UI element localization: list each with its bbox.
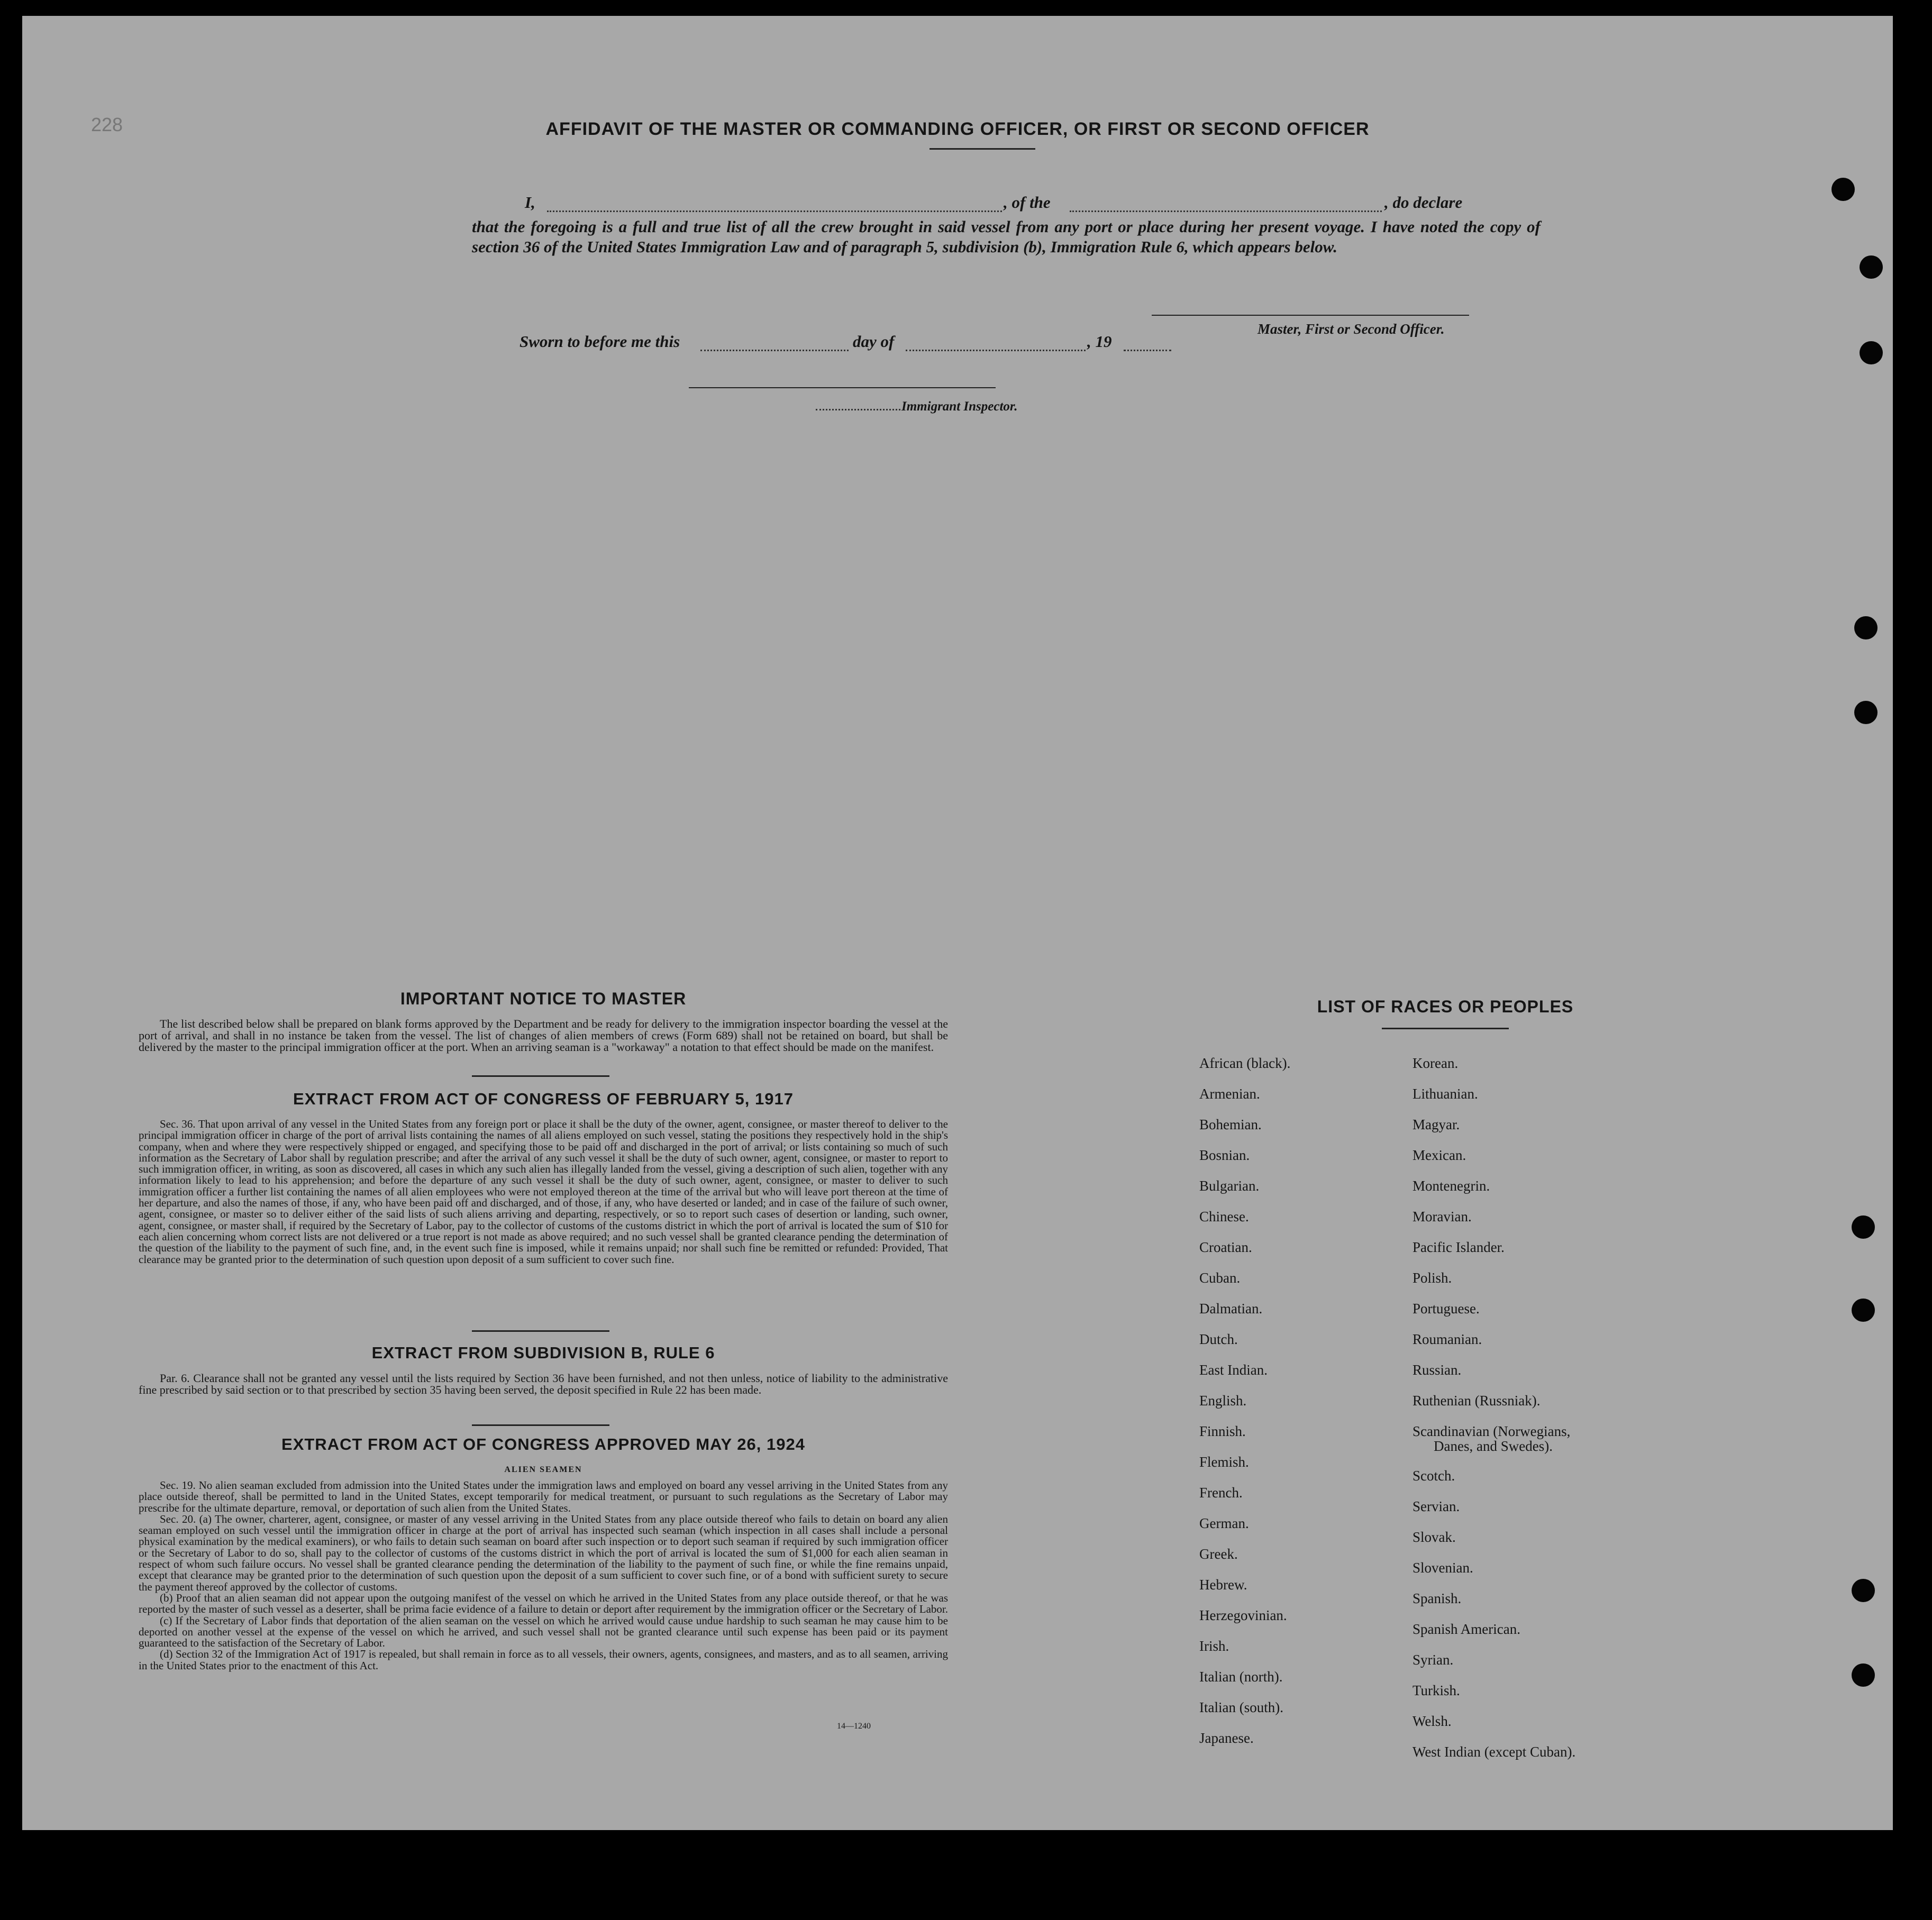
master-signature-caption: Master, First or Second Officer.	[1257, 321, 1445, 337]
binder-hole	[1831, 178, 1855, 201]
race-item: Bohemian.	[1199, 1117, 1262, 1132]
affidavit-title: AFFIDAVIT OF THE MASTER OR COMMANDING OFFICER, OR FIRST OR SECOND OFFICER	[545, 119, 1370, 139]
race-item: Korean.	[1412, 1055, 1459, 1071]
race-item: Spanish.	[1412, 1590, 1462, 1606]
race-item: Danes, and Swedes).	[1434, 1438, 1553, 1454]
binder-hole	[1860, 341, 1883, 364]
race-item: Magyar.	[1412, 1117, 1460, 1132]
races-title: LIST OF RACES OR PEOPLES	[1317, 997, 1574, 1016]
inspector-caption: Immigrant Inspector.	[901, 399, 1018, 414]
race-item: Moravian.	[1412, 1209, 1472, 1224]
rule6-title: EXTRACT FROM SUBDIVISION B, RULE 6	[371, 1343, 715, 1362]
race-item: Polish.	[1412, 1270, 1452, 1286]
binder-hole	[1852, 1299, 1875, 1322]
binder-hole	[1852, 1215, 1875, 1239]
race-item: Irish.	[1199, 1638, 1229, 1654]
rule6-text	[139, 1373, 948, 1396]
race-item: Lithuanian.	[1412, 1086, 1478, 1102]
race-item: Dutch.	[1199, 1331, 1238, 1347]
race-item: Slovak.	[1412, 1529, 1456, 1545]
affidavit-first-line	[525, 193, 1541, 220]
races-title-rule	[1382, 1028, 1509, 1029]
binder-hole	[1854, 616, 1878, 639]
race-item: Croatian.	[1199, 1239, 1252, 1255]
race-item: Flemish.	[1199, 1454, 1249, 1470]
rule6-paragraph: Par. 6. Clearance shall not be granted any vessel until the lists required by Section 36 have been furnished, and not then unless, notice of liability to the administrative fine prescribed by said section or to that prescribed by section 35 having been served, the deposit specified in Rule 22 has been made.	[139, 1372, 948, 1396]
year-label: , 19	[1087, 332, 1112, 351]
race-item: Syrian.	[1412, 1652, 1454, 1668]
section-36-paragraph: Sec. 36. That upon arrival of any vessel in the United States from any foreign port or place it shall be the duty of the owner, agent, consignee, or master thereof to deliver to the principal immigration officer in charge of the port of arrival lists containing the names of all aliens employed on such vessel, stating the positions they respectively hold in the ship's company, when and where they were respectively shipped or engaged, and specifying those to be paid off and discharged in the port of arrival; or lists containing so much of such information as the Secretary of Labor shall by regulation prescribe; and after the arrival of any such vessel it shall be the duty of such owner, agent, consignee, or master to report to such immigration officer, in writing, as soon as discovered, all cases in which any such alien has illegally landed from the vessel, giving a description of such alien, together with any information likely to lead to his apprehension; and before the departure of any such vessel it shall be the duty of such owner, agent, consignee, or master to deliver to such immigration officer a further list containing the names of all alien employees who were not employed thereon at the time of the arrival but who will leave port thereon at the time of her departure, and also the names of those, if any, who have been paid off and discharged, and of those, if any, who have deserted or landed; and in case of the failure of such owner, agent, consignee, or master so to deliver either of the said lists of such aliens arriving and departing, respectively, or so to report such cases of desertion or landing, such owner, agent, consignee, or master shall, if required by the Secretary of Labor, pay to the collector of customs of the customs district in which the port of arrival is located the sum of $10 for each alien concerning whom correct lists are not delivered or a true report is not made as above required; and no such vessel shall be granted clearance pending the determination of the question of the liability to the payment of such fine, and, in the event such fine is imposed, while it remains unpaid; nor shall such fine be remitted or refunded: Provided, That clearance may be granted prior to the determination of such question upon deposit of a sum sufficient to cover such fine.	[139, 1118, 948, 1266]
binder-hole	[1860, 255, 1883, 279]
race-item: Greek.	[1199, 1546, 1238, 1562]
race-item: Scotch.	[1412, 1468, 1455, 1484]
binder-hole	[1852, 1579, 1875, 1602]
extract-1917-rule	[472, 1330, 609, 1332]
race-item: Mexican.	[1412, 1147, 1466, 1163]
sworn-day-blank[interactable]	[700, 350, 849, 351]
section-20a-paragraph: Sec. 20. (a) The owner, charterer, agent, consignee, or master of any vessel arriving in the United States from any place outside thereof who fails to detain on board any alien seaman employed on such vessel until the immigration officer in charge at the port of arrival has inspected such seaman (which inspection in all cases shall include a personal physical examination by the medical examiners), or who fails to detain such seaman on board after such inspection or to deport such seaman if required by such immigration officer or the Secretary of Labor to do so, shall pay to the collector of customs of the customs district in which the port of arrival is located the sum of $1,000 for each alien seaman in respect of whom such failure occurs. No vessel shall be granted clearance pending the determination of the liability to the payment of such fine, or while the fine remains unpaid, except that clearance may be granted prior to the determination of such question upon the deposit of a sum sufficient to cover such fine, or of a bond with sufficient surety to secure the payment thereof approved by the collector of customs.	[139, 1512, 948, 1593]
inspector-prefix-dots	[816, 409, 900, 410]
notice-text	[139, 1018, 948, 1053]
section-20b-paragraph: (b) Proof that an alien seaman did not appear upon the outgoing manifest of the vessel on which he arrived in the United States from any place outside thereof, or that he was reported by the master of such vessel as a deserter, shall be prima facie evidence of a failure to detain or deport after requirement by the immigration officer or the Secretary of Labor.	[139, 1591, 948, 1616]
race-item: Pacific Islander.	[1412, 1239, 1505, 1255]
race-item: Armenian.	[1199, 1086, 1260, 1102]
officer-name-blank[interactable]	[547, 211, 1002, 212]
extract-1917-title: EXTRACT FROM ACT OF CONGRESS OF FEBRUARY 5, 1917	[293, 1090, 794, 1108]
notice-paragraph: The list described below shall be prepared on blank forms approved by the Department and be ready for delivery to the immigration inspector boarding the vessel at the port of arrival, and shall in no instance be taken from the vessel. The list of changes of alien members of crews (Form 689) shall not be retained on board, but shall be delivered by the master to the principal immigration officer at the port. When an arriving seaman is a "workaway" a notation to that effect should be made on the manifest.	[139, 1017, 948, 1054]
do-declare-label: , do declare	[1384, 193, 1463, 212]
race-item: German.	[1199, 1515, 1249, 1531]
race-item: Japanese.	[1199, 1730, 1254, 1746]
race-item: Ruthenian (Russniak).	[1412, 1393, 1541, 1409]
sworn-line	[520, 332, 1239, 359]
section-20c-paragraph: (c) If the Secretary of Labor finds that deportation of the alien seaman on the vessel on which he arrived would cause undue hardship to such seaman he may cause him to be deported on another vessel at the expense of the vessel on which he arrived, and such vessel shall not be granted clearance until such expense has been paid or its payment guaranteed to the satisfaction of the Secretary of Labor.	[139, 1614, 948, 1650]
margin-note: 228	[91, 114, 123, 135]
inspector-signature-line[interactable]	[689, 387, 996, 388]
vessel-name-blank[interactable]	[1070, 211, 1382, 212]
race-item: French.	[1199, 1485, 1243, 1501]
race-item: Bulgarian.	[1199, 1178, 1260, 1194]
notice-rule	[472, 1075, 609, 1077]
race-item: African (black).	[1199, 1055, 1291, 1071]
race-item: Cuban.	[1199, 1270, 1241, 1286]
race-item: East Indian.	[1199, 1362, 1268, 1378]
race-item: Herzegovinian.	[1199, 1607, 1287, 1623]
race-item: Italian (south).	[1199, 1699, 1283, 1715]
race-item: Italian (north).	[1199, 1669, 1283, 1685]
alien-seamen-subtitle: ALIEN SEAMEN	[504, 1465, 582, 1474]
extract-1917-text	[139, 1119, 948, 1265]
form-number: 14—1240	[837, 1722, 871, 1731]
race-item: English.	[1199, 1393, 1247, 1409]
race-item: Servian.	[1412, 1498, 1460, 1514]
race-item: Turkish.	[1412, 1683, 1460, 1698]
section-19-paragraph: Sec. 19. No alien seaman excluded from admission into the United States under the immigration laws and employed on board any vessel arriving in the United States from any place outside thereof, shall be permitted to land in the United States, except temporarily for medical treatment, or pursuant to such regulations as the Secretary of Labor may prescribe for the ultimate departure, removal, or deportation of such alien from the United States.	[139, 1479, 948, 1514]
race-item: Chinese.	[1199, 1209, 1249, 1224]
race-item: Russian.	[1412, 1362, 1462, 1378]
sworn-label: Sworn to before me this	[520, 332, 680, 351]
race-item: Roumanian.	[1412, 1331, 1482, 1347]
master-signature-line[interactable]	[1152, 315, 1469, 316]
race-item: Spanish American.	[1412, 1621, 1520, 1637]
of-the-label: , of the	[1004, 193, 1051, 212]
form-page	[22, 16, 1893, 1830]
section-20d-paragraph: (d) Section 32 of the Immigration Act of 1917 is repealed, but shall remain in force as to all vessels, their owners, agents, consignees, and masters, and as to all seamen, arriving in the United States prior to the enactment of this Act.	[139, 1648, 948, 1672]
race-item: Hebrew.	[1199, 1577, 1247, 1593]
race-item: Finnish.	[1199, 1423, 1246, 1439]
sworn-year-blank[interactable]	[1124, 350, 1171, 351]
extract-1924-title: EXTRACT FROM ACT OF CONGRESS APPROVED MAY 26, 1924	[281, 1435, 805, 1453]
affidavit-body: that the foregoing is a full and true list of all the crew brought in said vessel from any port or place during her present voyage. I have noted the copy of section 36 of the United States Immigration Law and of paragraph 5, subdivision (b), Immigration Rule 6, which appears below.	[472, 217, 1541, 256]
race-item: West Indian (except Cuban).	[1412, 1744, 1576, 1760]
day-of-label: day of	[853, 332, 895, 351]
notice-title: IMPORTANT NOTICE TO MASTER	[400, 989, 687, 1008]
affidavit-title-rule	[929, 148, 1035, 150]
race-item: Montenegrin.	[1412, 1178, 1490, 1194]
race-item: Scandinavian (Norwegians,	[1412, 1423, 1571, 1439]
affidavit-i-label: I,	[525, 193, 535, 212]
sworn-month-blank[interactable]	[906, 350, 1086, 351]
race-item: Slovenian.	[1412, 1560, 1473, 1576]
rule6-rule	[472, 1424, 609, 1426]
binder-hole	[1854, 701, 1878, 724]
race-item: Welsh.	[1412, 1713, 1452, 1729]
extract-1924-text	[139, 1480, 948, 1671]
race-item: Dalmatian.	[1199, 1301, 1263, 1316]
race-item: Portuguese.	[1412, 1301, 1480, 1316]
race-item: Bosnian.	[1199, 1147, 1250, 1163]
binder-hole	[1852, 1663, 1875, 1687]
